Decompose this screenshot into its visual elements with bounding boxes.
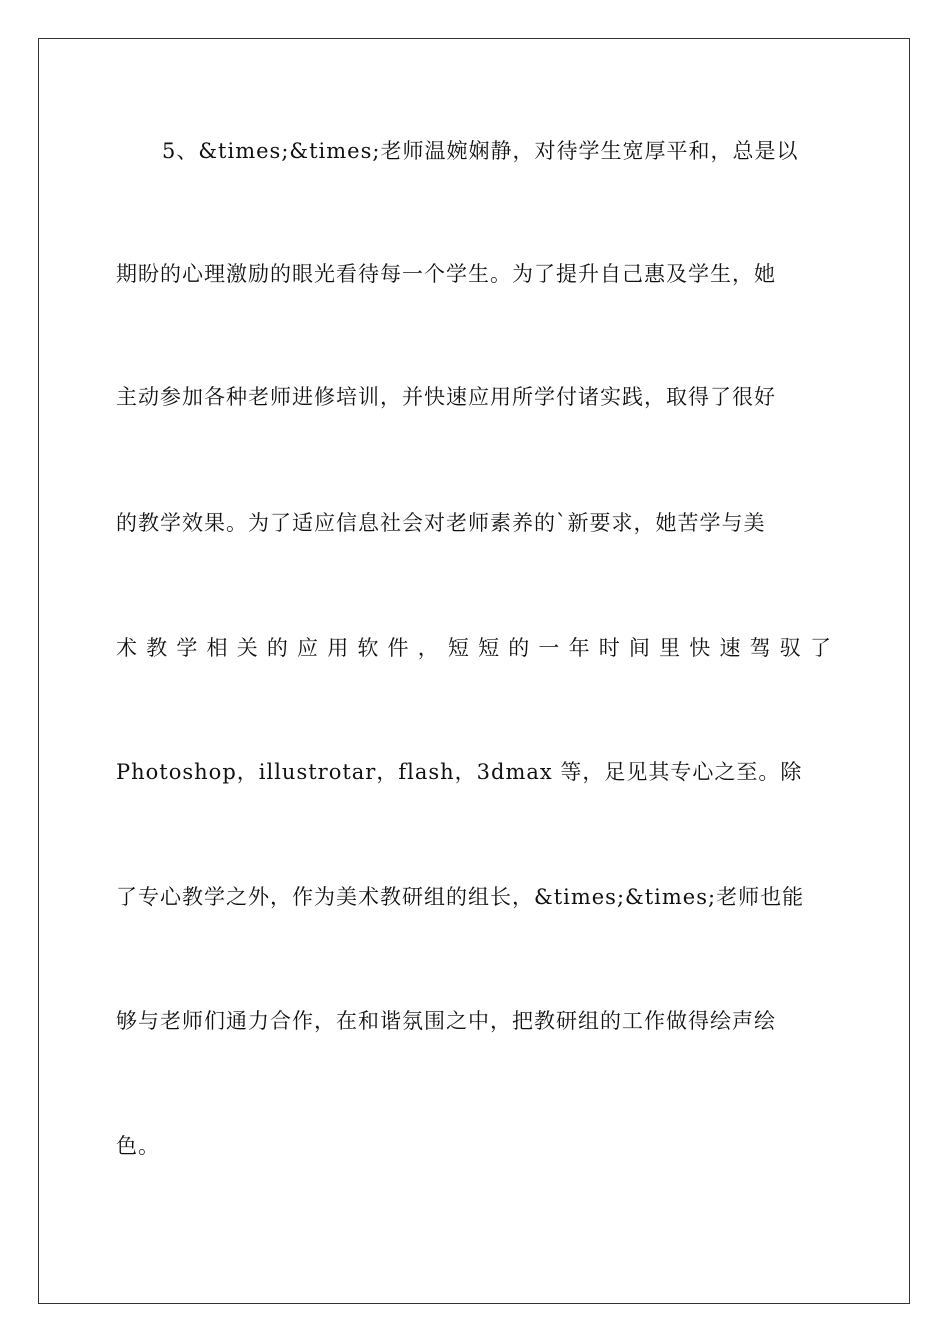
paragraph-line-2: 期盼的心理激励的眼光看待每一个学生。为了提升自己惠及学生，她: [116, 262, 776, 286]
justified-char: 驾: [749, 636, 772, 660]
paragraph-line-9: 色。: [116, 1134, 160, 1158]
justified-char: 的: [266, 636, 289, 660]
justified-char: 的: [508, 636, 531, 660]
justified-char: 应: [297, 636, 320, 660]
justified-char: 用: [327, 636, 350, 660]
justified-char: 教: [146, 636, 169, 660]
justified-char: 时: [598, 636, 621, 660]
justified-char: 件: [387, 636, 410, 660]
justified-char: 了: [809, 636, 832, 660]
justified-char: 间: [628, 636, 651, 660]
justified-char: 相: [206, 636, 229, 660]
justified-char: 短: [447, 636, 470, 660]
page-border: [38, 38, 910, 1304]
paragraph-line-1: 5、&times;&times;老师温婉娴静，对待学生宽厚平和，总是以: [162, 139, 799, 163]
justified-char: 术: [116, 636, 138, 660]
paragraph-line-6: Photoshop，illustrotar，flash，3dmax 等，足见其专心之至。除: [116, 760, 803, 784]
paragraph-line-3: 主动参加各种老师进修培训，并快速应用所学付诸实践，取得了很好: [116, 385, 776, 409]
justified-char: 驭: [779, 636, 802, 660]
justified-char: 软: [357, 636, 380, 660]
justified-char: 短: [478, 636, 501, 660]
justified-char: 速: [719, 636, 742, 660]
paragraph-line-4: 的教学效果。为了适应信息社会对老师素养的`新要求，她苦学与美: [116, 511, 766, 535]
justified-char: 学: [176, 636, 199, 660]
justified-char: 一: [538, 636, 561, 660]
justified-char: ，: [417, 636, 440, 660]
paragraph-line-7: 了专心教学之外，作为美术教研组的组长，&times;&times;老师也能: [116, 885, 805, 909]
paragraph-line-5: [116, 633, 832, 663]
justified-char: 里: [659, 636, 682, 660]
justified-char: 年: [568, 636, 591, 660]
paragraph-line-8: 够与老师们通力合作，在和谐氛围之中，把教研组的工作做得绘声绘: [116, 1009, 776, 1033]
justified-char: 快: [689, 636, 712, 660]
justified-char: 关: [236, 636, 259, 660]
